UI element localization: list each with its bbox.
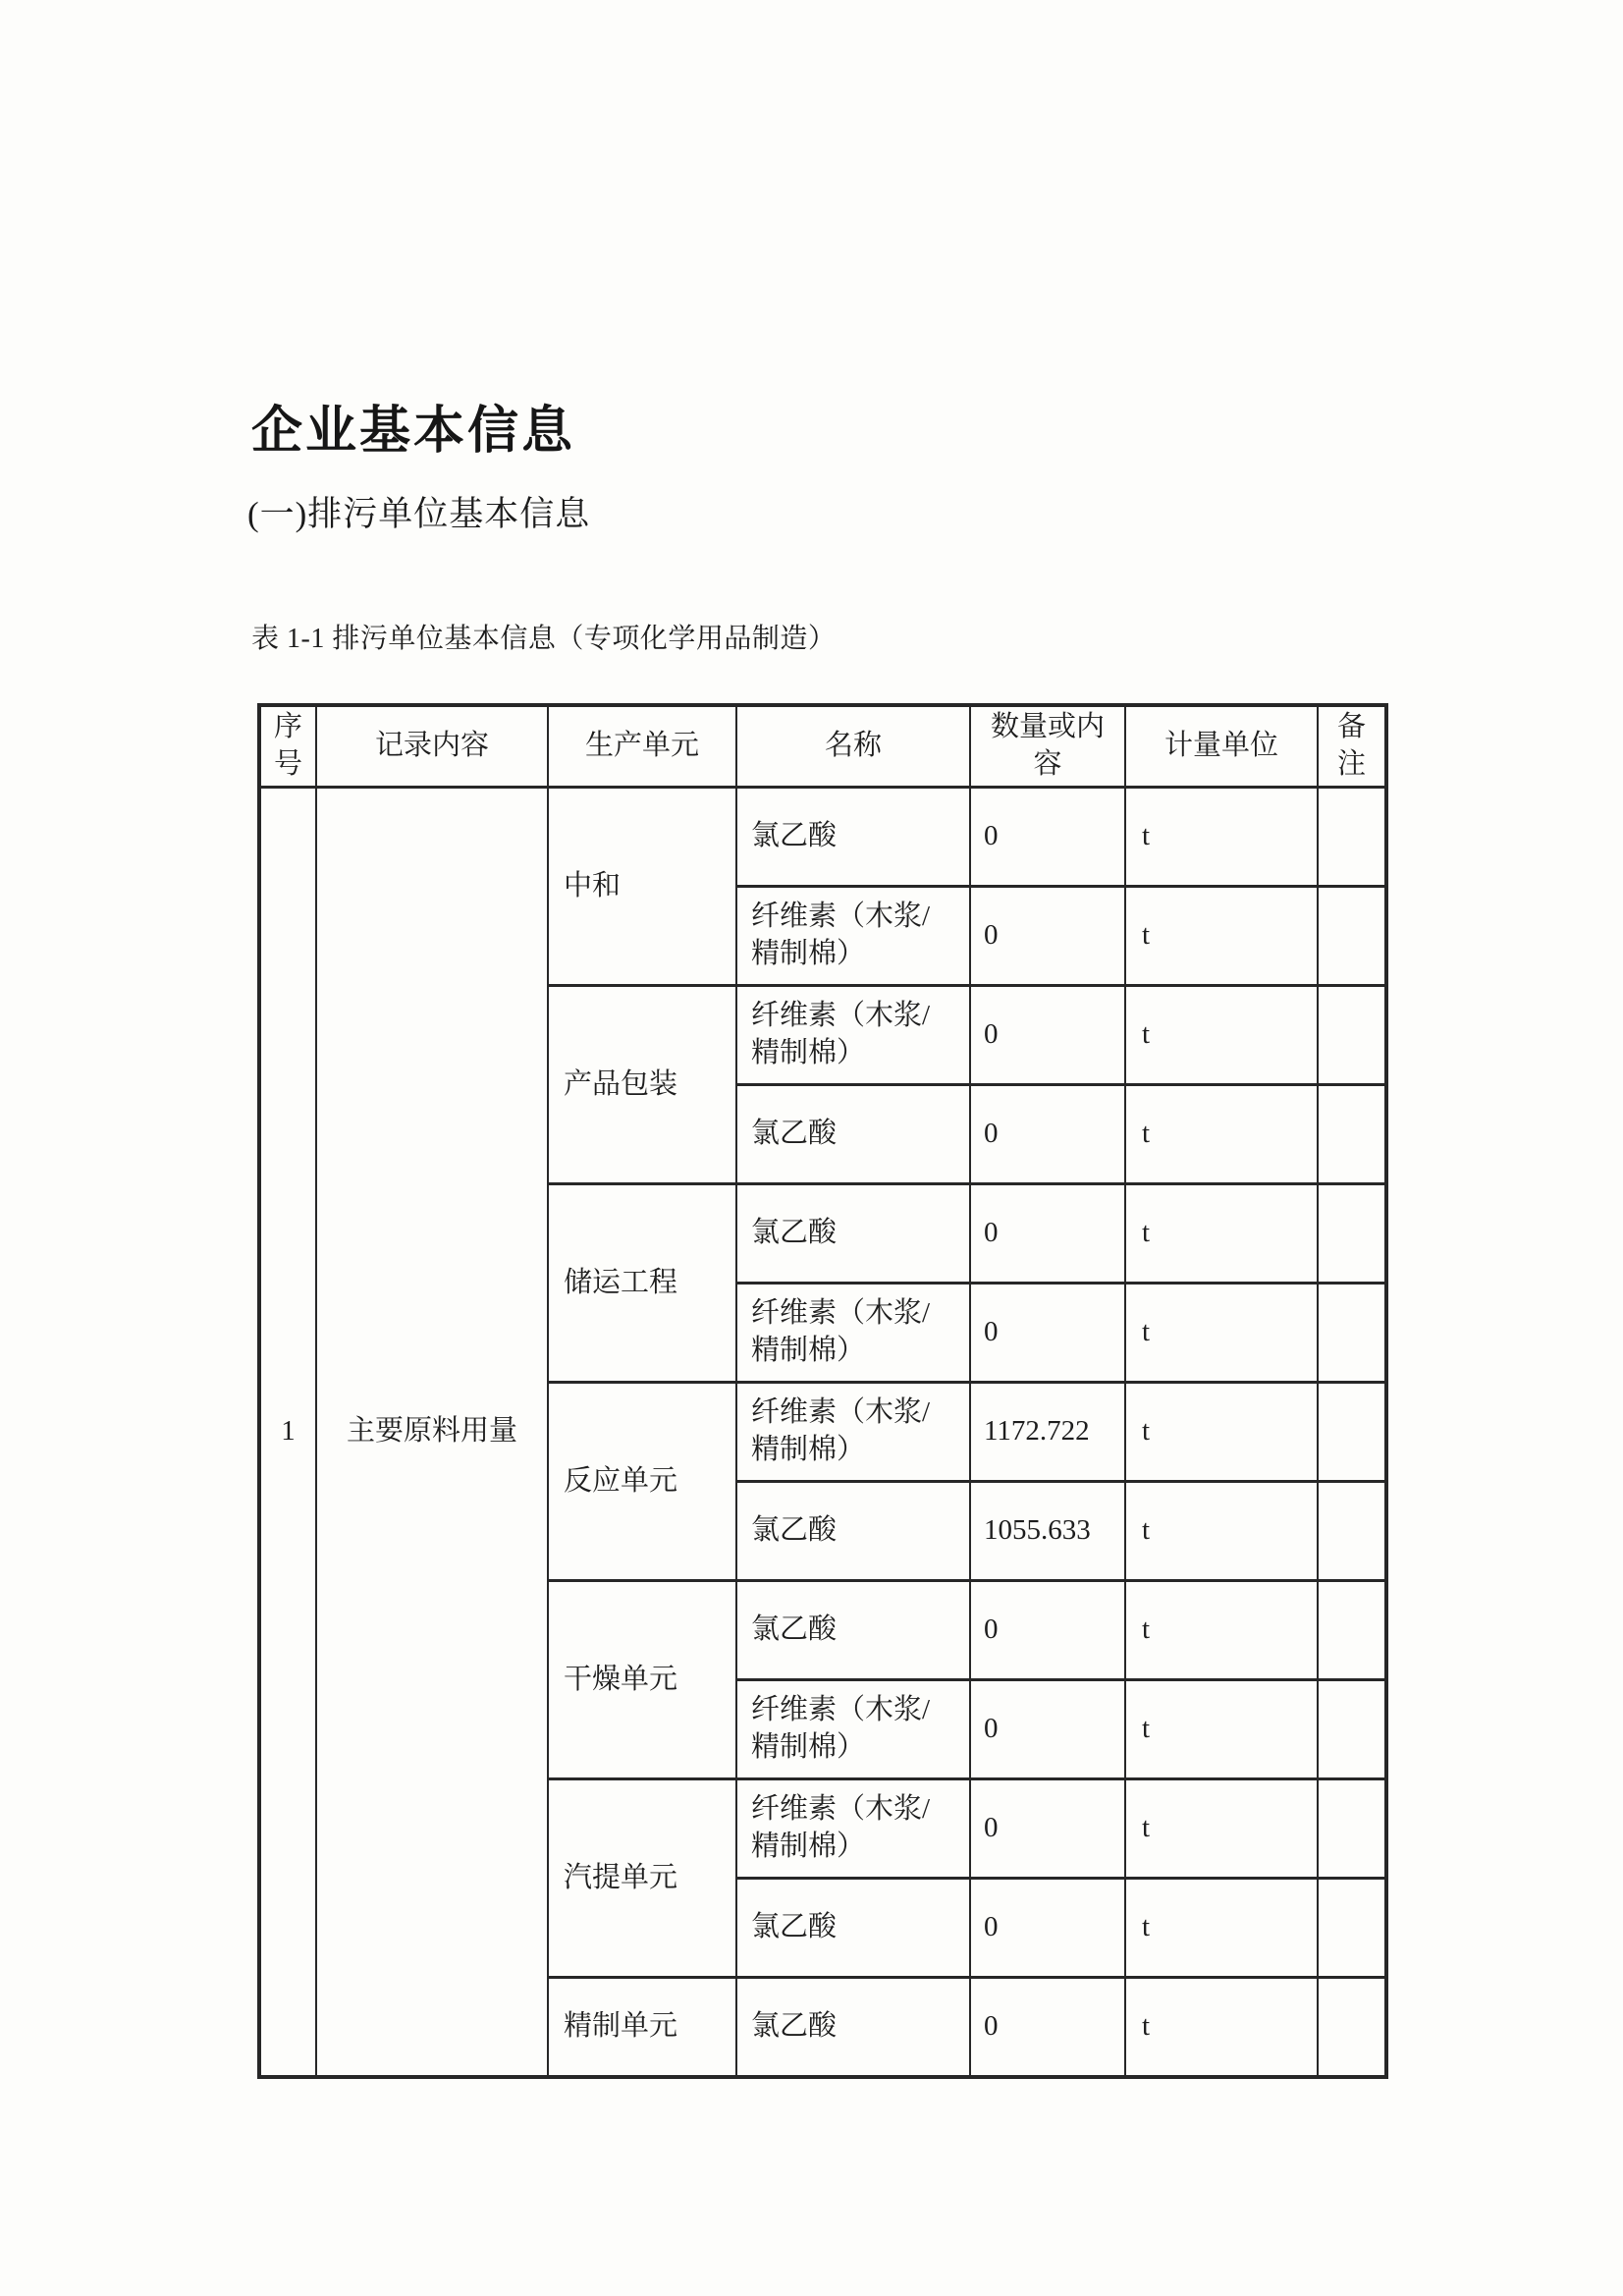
cell-name: 纤维素（木浆/精制棉）	[736, 1284, 970, 1383]
header-seq: 序号	[259, 705, 316, 788]
header-row	[259, 705, 1386, 788]
cell-measure-unit: t	[1125, 887, 1318, 986]
cell-remark	[1318, 1581, 1386, 1680]
cell-quantity: 0	[970, 1085, 1125, 1184]
cell-remark	[1318, 1383, 1386, 1482]
cell-measure-unit: t	[1125, 1879, 1318, 1978]
header-remark: 备注	[1318, 705, 1386, 788]
header-measure-unit: 计量单位	[1125, 705, 1318, 788]
header-production-unit: 生产单元	[548, 705, 736, 788]
cell-name: 氯乙酸	[736, 1482, 970, 1581]
cell-remark	[1318, 788, 1386, 887]
cell-remark	[1318, 1779, 1386, 1879]
cell-quantity: 0	[970, 1184, 1125, 1284]
cell-quantity: 0	[970, 788, 1125, 887]
cell-name: 氯乙酸	[736, 1581, 970, 1680]
cell-measure-unit: t	[1125, 1779, 1318, 1879]
cell-seq: 1	[259, 788, 316, 2078]
cell-name: 纤维素（木浆/精制棉）	[736, 1383, 970, 1482]
cell-remark	[1318, 1680, 1386, 1779]
page-title: 企业基本信息	[251, 404, 576, 460]
cell-quantity: 1055.633	[970, 1482, 1125, 1581]
cell-quantity: 0	[970, 1581, 1125, 1680]
cell-measure-unit: t	[1125, 788, 1318, 887]
cell-quantity: 0	[970, 1284, 1125, 1383]
cell-remark	[1318, 986, 1386, 1085]
cell-name: 氯乙酸	[736, 1184, 970, 1284]
cell-production-unit: 中和	[548, 788, 736, 986]
cell-measure-unit: t	[1125, 1383, 1318, 1482]
cell-name: 纤维素（木浆/精制棉）	[736, 986, 970, 1085]
cell-name: 氯乙酸	[736, 1879, 970, 1978]
cell-name: 氯乙酸	[736, 1978, 970, 2078]
cell-remark	[1318, 887, 1386, 986]
cell-quantity: 0	[970, 1680, 1125, 1779]
cell-remark	[1318, 1978, 1386, 2078]
basic-info-table	[257, 703, 1388, 2079]
cell-remark	[1318, 1184, 1386, 1284]
cell-name: 纤维素（木浆/精制棉）	[736, 1779, 970, 1879]
header-name: 名称	[736, 705, 970, 788]
cell-name: 氯乙酸	[736, 788, 970, 887]
cell-quantity: 0	[970, 887, 1125, 986]
cell-measure-unit: t	[1125, 1284, 1318, 1383]
cell-production-unit: 反应单元	[548, 1383, 736, 1581]
cell-production-unit: 储运工程	[548, 1184, 736, 1383]
cell-measure-unit: t	[1125, 1482, 1318, 1581]
cell-measure-unit: t	[1125, 1581, 1318, 1680]
cell-name: 纤维素（木浆/精制棉）	[736, 887, 970, 986]
cell-remark	[1318, 1879, 1386, 1978]
cell-remark	[1318, 1482, 1386, 1581]
table-row	[259, 788, 1386, 887]
cell-quantity: 0	[970, 1879, 1125, 1978]
cell-name: 氯乙酸	[736, 1085, 970, 1184]
cell-remark	[1318, 1085, 1386, 1184]
header-quantity: 数量或内容	[970, 705, 1125, 788]
cell-production-unit: 产品包装	[548, 986, 736, 1184]
cell-record-content: 主要原料用量	[316, 788, 548, 2078]
cell-production-unit: 汽提单元	[548, 1779, 736, 1978]
cell-quantity: 1172.722	[970, 1383, 1125, 1482]
cell-remark	[1318, 1284, 1386, 1383]
table-caption: 表 1-1 排污单位基本信息（专项化学用品制造）	[251, 624, 837, 654]
cell-production-unit: 精制单元	[548, 1978, 736, 2078]
header-record-content: 记录内容	[316, 705, 548, 788]
cell-measure-unit: t	[1125, 1184, 1318, 1284]
cell-quantity: 0	[970, 986, 1125, 1085]
cell-measure-unit: t	[1125, 1978, 1318, 2078]
cell-quantity: 0	[970, 1978, 1125, 2078]
cell-measure-unit: t	[1125, 1085, 1318, 1184]
cell-quantity: 0	[970, 1779, 1125, 1879]
cell-production-unit: 干燥单元	[548, 1581, 736, 1779]
cell-measure-unit: t	[1125, 986, 1318, 1085]
cell-name: 纤维素（木浆/精制棉）	[736, 1680, 970, 1779]
section-heading: (一)排污单位基本信息	[247, 495, 591, 533]
cell-measure-unit: t	[1125, 1680, 1318, 1779]
